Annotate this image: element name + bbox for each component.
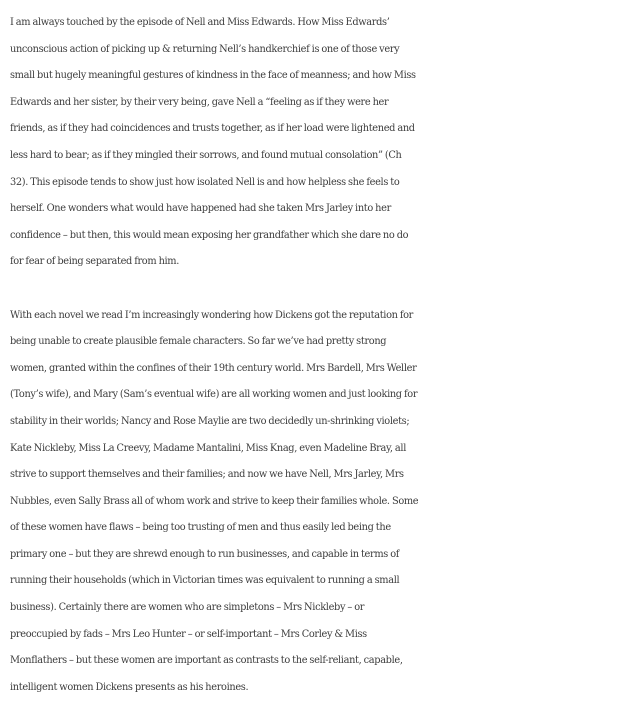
text-line: confidence – but then, this would mean exposing her grandfather which she dare no do [10,229,409,241]
text-line: 32). This episode tends to show just how isolated Nell is and how helpless she feels to [10,176,400,188]
text-line: herself. One wonders what would have happened had she taken Mrs Jarley into her [10,203,391,215]
paragraph-nell-miss-edwards [10,10,622,276]
article-body [10,10,622,701]
text-line: stability in their worlds; Nancy and Rose Maylie are two decidedly un-shrinking violets; [10,415,410,427]
text-line: (Tony’s wife), and Mary (Sam’s eventual wife) are all working women and just looking for [10,389,418,401]
text-line: Edwards and her sister, by their very being, gave Nell a “feeling as if they were her [10,96,389,108]
text-line: friends, as if they had coincidences and trusts together, as if her load were lightened and [10,123,415,135]
text-line: strive to support themselves and their families; and now we have Nell, Mrs Jarley, Mrs [10,469,404,481]
text-line: unconscious action of picking up & returning Nell’s handkerchief is one of those very [10,43,400,55]
text-line: being unable to create plausible female characters. So far we’ve had pretty strong [10,336,387,348]
text-line: intelligent women Dickens presents as his heroines. [10,681,249,693]
text-line: for fear of being separated from him. [10,256,180,268]
paragraph-spacer [10,276,622,303]
text-line: With each novel we read I’m increasingly wondering how Dickens got the reputation for [10,309,414,321]
text-line: women, granted within the confines of their 19th century world. Mrs Bardell, Mrs Weller [10,362,417,374]
text-line: preoccupied by fads – Mrs Leo Hunter – or self-important – Mrs Corley & Miss [10,628,367,640]
text-line: small but hugely meaningful gestures of kindness in the face of meanness; and how Miss [10,70,416,82]
paragraph-female-characters [10,303,622,702]
text-line: Monflathers – but these women are important as contrasts to the self-reliant, capable, [10,655,403,667]
text-line: running their households (which in Victorian times was equivalent to running a small [10,575,400,587]
text-line: business). Certainly there are women who are simpletons – Mrs Nickleby – or [10,602,365,614]
text-line: I am always touched by the episode of Nell and Miss Edwards. How Miss Edwards’ [10,17,390,28]
text-line: primary one – but they are shrewd enough to run businesses, and capable in terms of [10,548,400,560]
text-line: Kate Nickleby, Miss La Creevy, Madame Mantalini, Miss Knag, even Madeline Bray, all [10,442,406,454]
text-line: less hard to bear; as if they mingled their sorrows, and found mutual consolation” (Ch [10,149,402,161]
text-line: of these women have flaws – being too trusting of men and thus easily led being the [10,522,391,534]
text-line: Nubbles, even Sally Brass all of whom work and strive to keep their families whole. Some [10,495,419,507]
